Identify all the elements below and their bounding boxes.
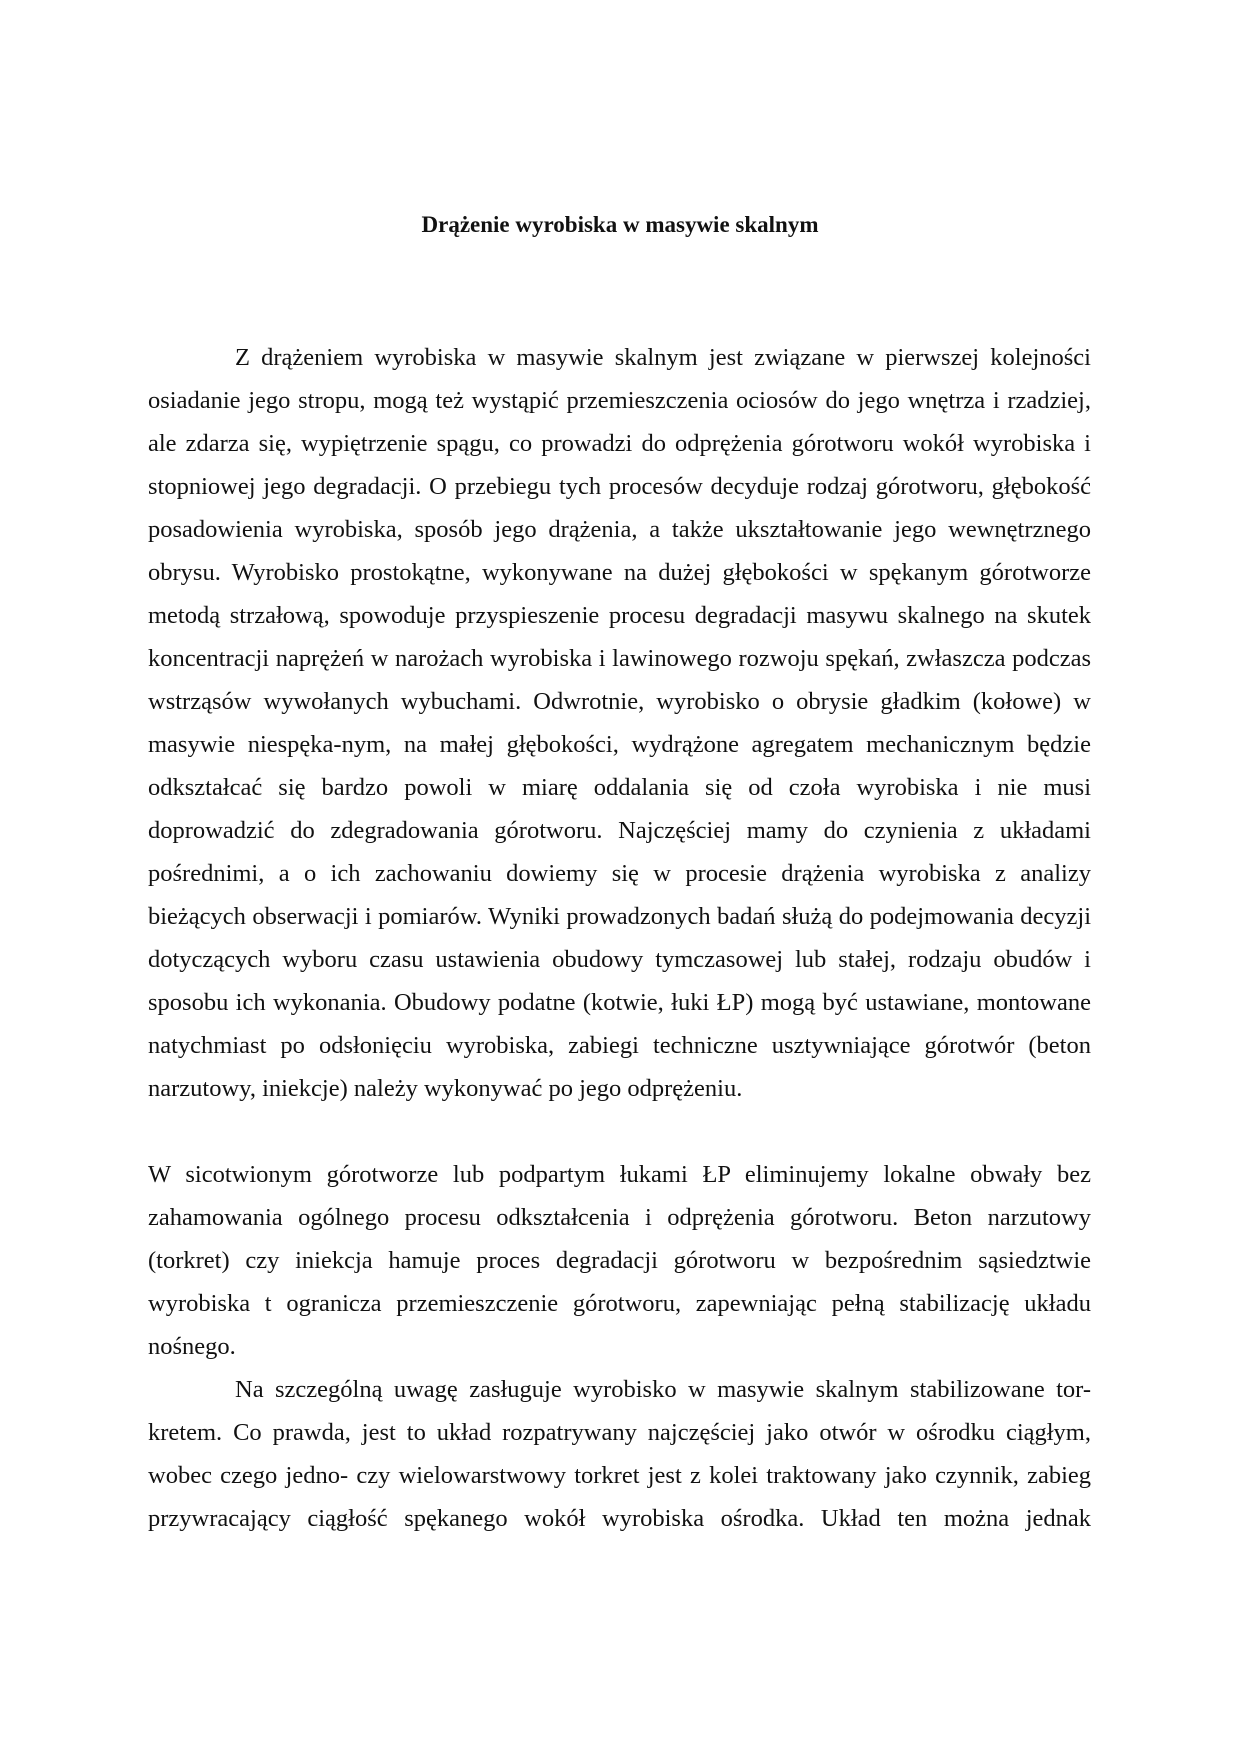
- paragraph-2: W sicotwionym górotworze lub podpartym łukami ŁP eliminujemy lokalne obwały bez zahamowania ogólnego procesu odkształcenia i odprężenia górotworu. Beton narzutowy (torkret) czy iniekcja hamuje proces degradacji górotworu w bezpośrednim sąsiedztwie wyrobiska t ogranicza przemieszczenie górotworu, zapewniając pełną stabilizację układu nośnego.: [148, 1161, 1091, 1360]
- paragraph-3: Na szczególną uwagę zasługuje wyrobisko w masywie skalnym stabilizowane tor-kretem. Co prawda, jest to układ rozpatrywany najczęściej jako otwór w ośrodku ciągłym, wobec czego jedno- czy wielowarstwowy torkret jest z kolei traktowany jako czynnik, zabieg przywracający ciągłość spękanego wokół wyrobiska ośrodka. Układ ten można jednak: [148, 1376, 1091, 1532]
- document-title: Drążenie wyrobiska w masywie skalnym: [421, 212, 819, 237]
- paragraph-1: Z drążeniem wyrobiska w masywie skalnym jest związane w pierwszej kolejności osiadanie jego stropu, mogą też wystąpić przemieszczenia ociosów do jego wnętrza i rzadziej, ale zdarza się, wypiętrzenie spągu, co prowadzi do odprężenia górotworu wokół wyrobiska i stopniowej jego degradacji. O przebiegu tych procesów decyduje rodzaj górotworu, głębokość posadowienia wyrobiska, sposób jego drążenia, a także ukształtowanie jego wewnętrznego obrysu. Wyrobisko prostokątne, wykonywane na dużej głębokości w spękanym górotworze metodą strzałową, spowoduje przyspieszenie procesu degradacji masywu skalnego na skutek koncentracji naprężeń w narożach wyrobiska i lawinowego rozwoju spękań, zwłaszcza podczas wstrząsów wywołanych wybuchami. Odwrotnie, wyrobisko o obrysie gładkim (kołowe) w masywie niespęka-nym, na małej głębokości, wydrążone agregatem mechanicznym będzie odkształcać się bardzo powoli w miarę oddalania się od czoła wyrobiska i nie musi doprowadzić do zdegradowania górotworu. Najczęściej mamy do czynienia z układami pośrednimi, a o ich zachowaniu dowiemy się w procesie drążenia wyrobiska z analizy bieżących obserwacji i pomiarów. Wyniki prowadzonych badań służą do podejmowania decyzji dotyczących wyboru czasu ustawienia obudowy tymczasowej lub stałej, rodzaju obudów i sposobu ich wykonania. Obudowy podatne (kotwie, łuki ŁP) mogą być ustawiane, montowane natychmiast po odsłonięciu wyrobiska, zabiegi techniczne usztywniające górotwór (beton narzutowy, iniekcje) należy wykonywać po jego odprężeniu.: [148, 344, 1091, 1102]
- document-body: [148, 336, 1091, 1540]
